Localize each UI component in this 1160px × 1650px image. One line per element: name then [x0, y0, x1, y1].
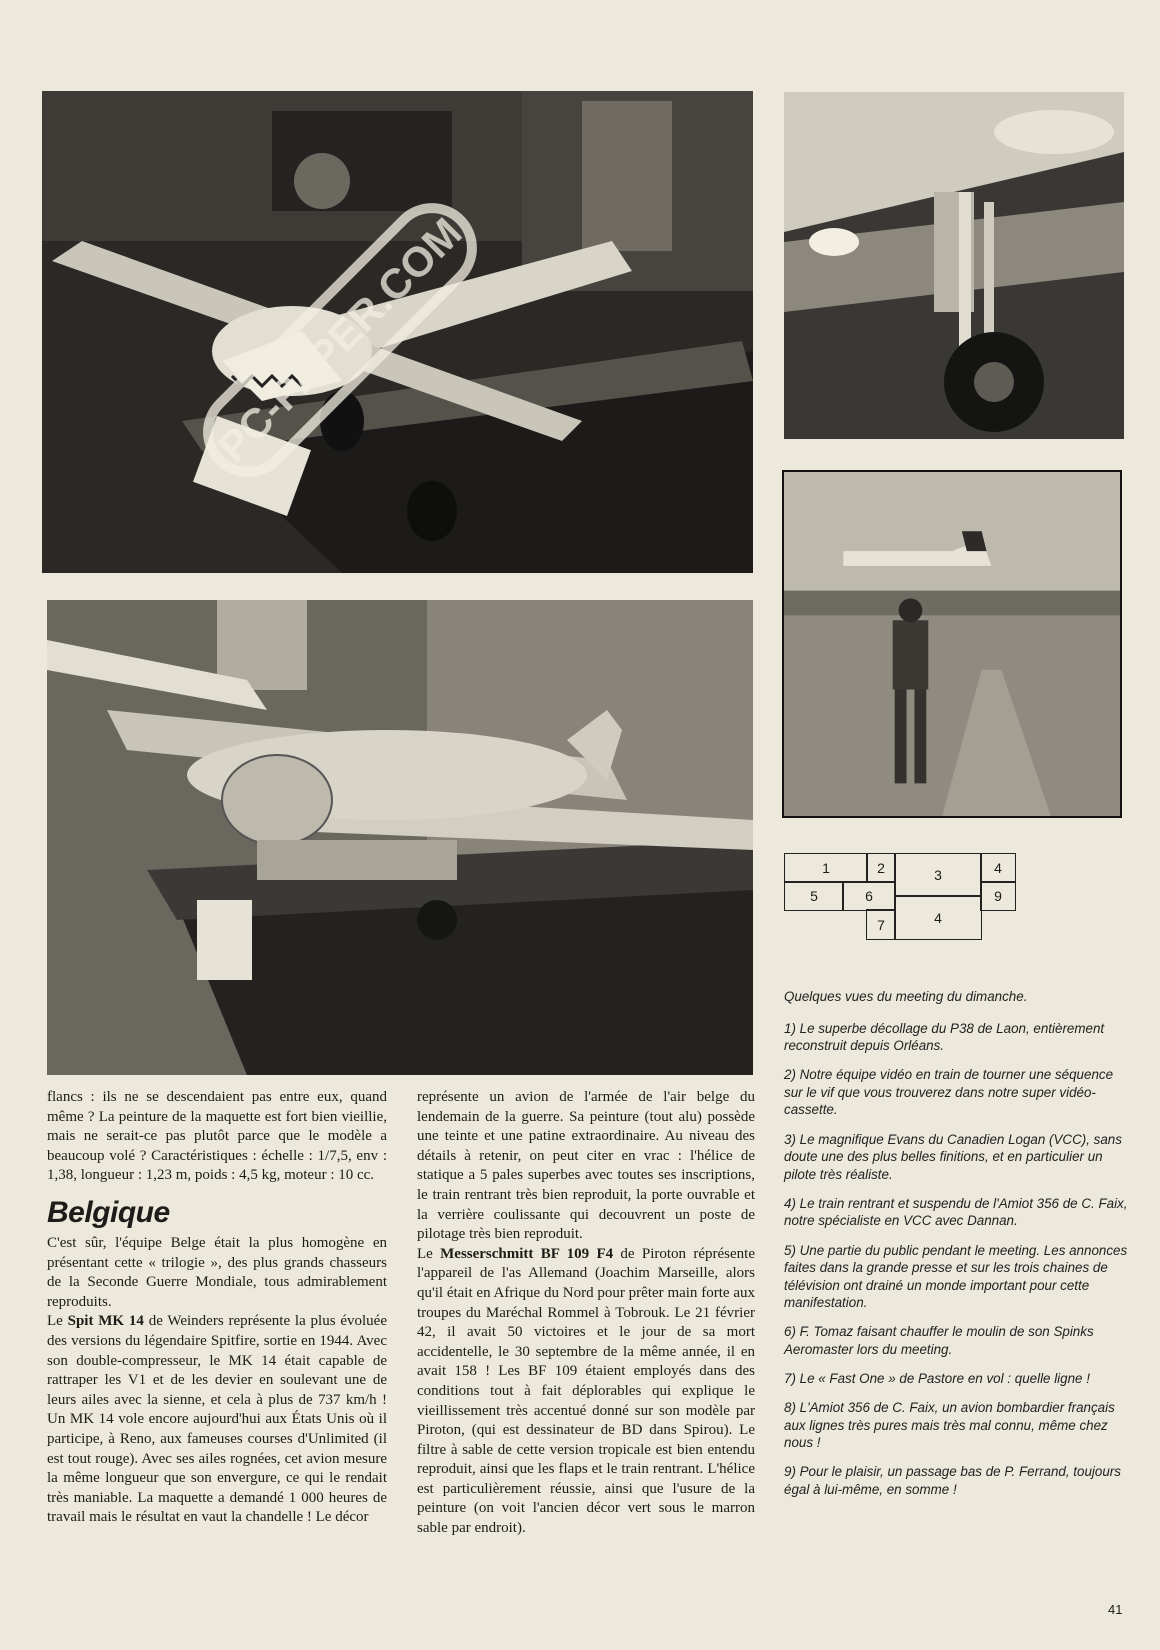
spit-mk14-name: Spit MK 14 — [67, 1313, 144, 1330]
caption-5: 5) Une partie du public pendant le meeting. Les annonces faites dans la grande presse et sur les trois chaines de télévision ont drainé un monde important pour cette manifestation. — [784, 1242, 1128, 1311]
column-2-paragraph-2 — [417, 1245, 755, 1539]
column-2-paragraph-1: représente un avion de l'armée de l'air belge du lendemain de la guerre. Sa peinture (tout alu) possède une teinte et une patine extraordinaire. Au niveau des détails à retenir, on peut citer en vrac : l'hélice de statique a 5 pales superbes avec toutes ses inscriptions, le train rentrant très bien reproduit, la porte ouvrable et la verrière coulissante qui decouvrent un poste de pilotage très bien reproduit. — [417, 1089, 755, 1243]
watermark-stamp — [150, 150, 530, 530]
grid-cell-5: 5 — [784, 881, 844, 911]
caption-8: 8) L'Amiot 356 de C. Faix, un avion bombardier français aux lignes très pures mais très mal connu, même chez nous ! — [784, 1400, 1115, 1451]
grid-cell-4-top: 4 — [980, 853, 1016, 883]
section-heading-belgique: Belgique — [47, 1195, 170, 1229]
grid-cell-6: 6 — [842, 881, 896, 911]
caption-1: 1) Le superbe décollage du P38 de Laon, entièrement reconstruit depuis Orléans. — [784, 1020, 1105, 1054]
paragraph-2-lead: Le — [417, 1245, 441, 1262]
grid-cell-1: 1 — [784, 853, 868, 883]
caption-6: 6) F. Tomaz faisant chauffer le moulin de son Spinks Aeromaster lors du meeting. — [784, 1324, 1094, 1357]
photo-bomber-model — [47, 600, 753, 1075]
caption-9: 9) Pour le plaisir, un passage bas de P. Ferrand, toujours égal à lui-même, en somme ! — [784, 1464, 1121, 1498]
messerschmitt-name: Messerschmitt BF 109 F4 — [440, 1245, 614, 1262]
photo-layout-grid — [784, 853, 1016, 940]
grid-cell-7: 7 — [866, 909, 896, 940]
column-1-paragraph-1: flancs : ils ne se descendaient pas entre eux, quand même ? La peinture de la maquette est fort bien vieillie, mais ne serait-ce pas plutôt parce que le modèle a beaucoup volé ? Caractéristiques : échelle : 1/7,5, env : 1,38, longueur : 1,23 m, poids : 4,5 kg, moteur : 10 cc. — [47, 1089, 387, 1184]
grid-cell-3: 3 — [894, 853, 982, 897]
paragraph-2-body: de Piroton réprésente l'appareil de l'as Allemand (Joachim Marseille, alors qu'il était en Afrique du Nord pour prêter main forte aux troupes du Maréchal Rommel à Tobrouk. Le 21 février 42, il avait 50 victoires et le jour de sa mort accidentelle, le 30 septembre de la même année, il en avait 158 ! Les BF 109 étaient employés dans des conditions tout à fait déplorables qui explique le vieillissement très accentué donné sur son modèle par Piroton, (qui est dessinateur de BD dans Spirou). Le filtre à sable de cette version tropicale est bien entendu reproduit, ainsi que les flaps et le train rentrant. L'hélice est particulièrement réussie, ainsi que l'usure de la peinture (on voit l'ancien décor vert sous le marron sable par endroit). — [417, 1245, 755, 1537]
caption-7: 7) Le « Fast One » de Pastore en vol : quelle ligne ! — [784, 1371, 1090, 1387]
photo-captions — [784, 988, 1128, 1510]
article-column-2 — [417, 1088, 755, 1539]
paragraph-3-body: de Weinders représente la plus évoluée des versions du légendaire Spitfire, sortie en 1944. Avec son double-compresseur, le MK 14 était capable de rattraper les V1 et de les devier en soulevant une de leurs ailes avec la sienne, et cela à plus de 737 km/h ! Un MK 14 vole encore aujourd'hui aux États Unis où il participe, à Reno, aux fameuses courses d'Unlimited (il est tout rouge). Avec ses ailes rognées, cet avion mesure la même longueur que son envergure, ce qui le rendait très maniable. La maquette a demandé 1 000 heures de travail mais le résultat en vaut la chandelle ! Le décor — [47, 1313, 387, 1526]
column-1-paragraph-3 — [47, 1312, 387, 1528]
paragraph-3-lead: Le — [47, 1313, 68, 1330]
captions-intro: Quelques vues du meeting du dimanche. — [784, 989, 1028, 1004]
photo-flight-pilot — [782, 470, 1122, 818]
article-column-1 — [47, 1088, 387, 1528]
caption-3: 3) Le magnifique Evans du Canadien Logan (VCC), sans doute une des plus belles finitions, et en particulier un pilote très réaliste. — [784, 1131, 1122, 1182]
caption-2: 2) Notre équipe vidéo en train de tourner une séquence sur le vif que vous trouverez dans notre super vidéo-cassette. — [784, 1067, 1114, 1118]
watermark-text: PC-PAPER.COM — [208, 208, 471, 471]
grid-cell-4-bottom: 4 — [894, 895, 982, 940]
caption-4: 4) Le train rentrant et suspendu de l'Amiot 356 de C. Faix, notre spécialiste en VCC avec Dannan. — [784, 1195, 1128, 1229]
page-number: 41 — [1108, 1602, 1123, 1617]
grid-cell-2: 2 — [866, 853, 896, 883]
column-1-paragraph-2: C'est sûr, l'équipe Belge était la plus homogène en présentant cette « trilogie », des plus grands chasseurs de la Seconde Guerre Mondiale, tous admirablement reproduits. — [47, 1234, 387, 1310]
grid-cell-9: 9 — [980, 881, 1016, 911]
photo-landing-gear — [784, 92, 1124, 439]
